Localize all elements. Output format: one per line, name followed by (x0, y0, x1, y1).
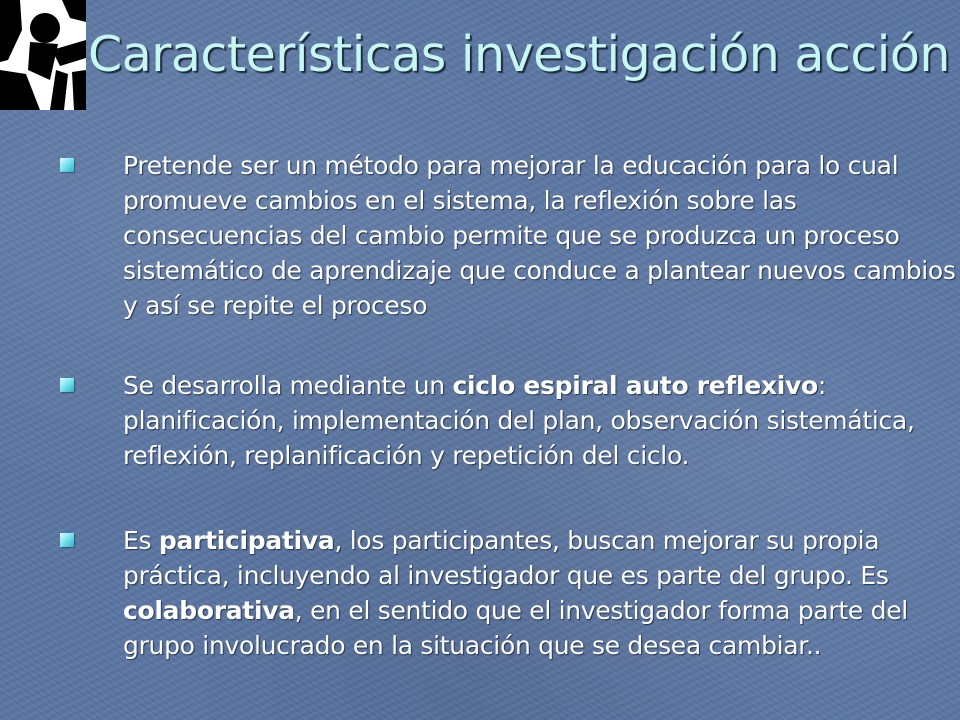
bullet-square-icon (60, 533, 74, 547)
bullet-text-run: Es (123, 526, 159, 555)
logo (0, 0, 86, 110)
bullet-text-bold: colaborativa (123, 596, 295, 625)
bullet-text-run: , en el sentido que el investigador forma parte del grupo involucrado en la situación que se desea cambiar.. (123, 596, 908, 660)
bullet-text-bold: ciclo espiral auto reflexivo (452, 371, 818, 400)
institution-emblem-icon (0, 0, 86, 110)
bullet-square-icon (60, 158, 74, 172)
slide-title: Características investigación acción (88, 26, 950, 83)
bullet-text-run: , los participantes, buscan mejorar su propia práctica, incluyendo al investigador que es parte del grupo. Es (123, 526, 889, 590)
bullet-text-run: Pretende ser un método para mejorar la educación para lo cual promueve cambios en el sistema, la reflexión sobre las consecuencias del cambio permite que se produzca un proceso sistemático de aprendizaje que conduce a plantear nuevos cambios y así se repite el proceso (123, 151, 956, 320)
bullet-square-icon (60, 378, 74, 392)
bullet-text (123, 523, 959, 663)
bullet-text (123, 148, 959, 323)
bullet-text-run: : planificación, implementación del plan, observación sistemática, reflexión, replanificación y repetición del ciclo. (123, 371, 915, 470)
bullet-text-run: Se desarrolla mediante un (123, 371, 453, 400)
bullet-text-bold: participativa (158, 526, 335, 555)
bullet-text (123, 368, 959, 473)
